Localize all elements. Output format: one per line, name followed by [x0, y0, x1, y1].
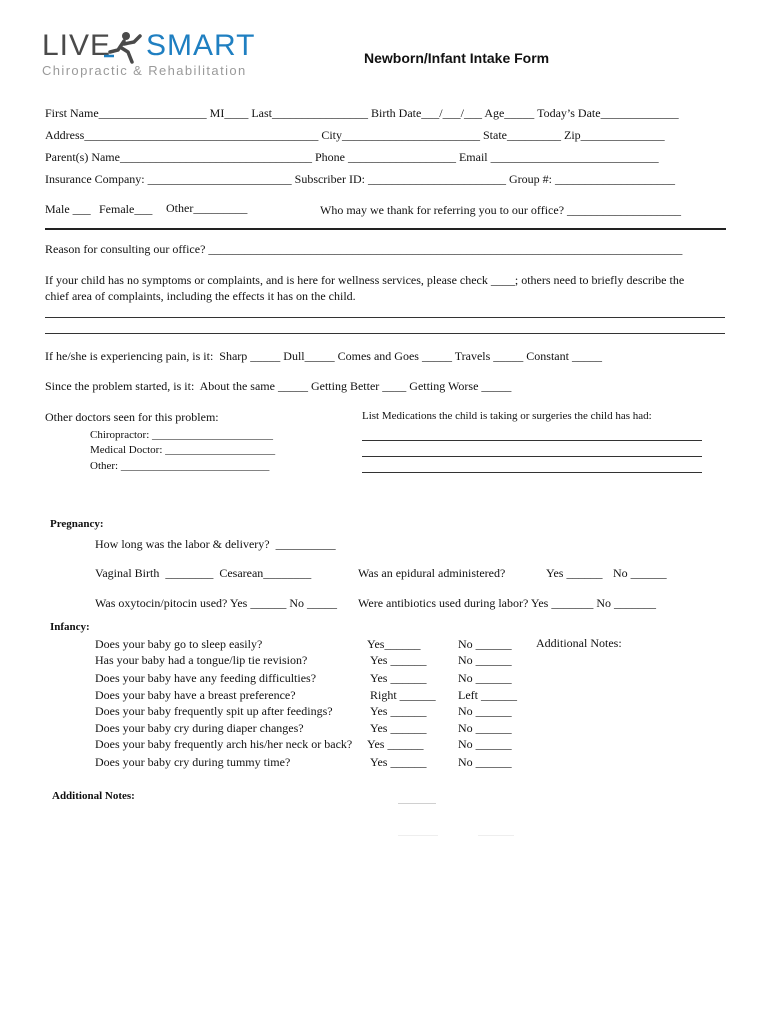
infancy-question: Does your baby cry during tummy time?	[95, 755, 291, 769]
complaint-blank-line[interactable]	[45, 317, 725, 318]
logo-smart-text: SMART	[146, 29, 256, 62]
infancy-question: Does your baby frequently spit up after feedings?	[95, 704, 333, 718]
sex-male-field[interactable]: Male ___	[45, 202, 91, 216]
epidural-yes-field[interactable]: Yes ______	[546, 566, 603, 580]
medications-blank-line[interactable]	[362, 456, 702, 457]
section-divider	[45, 228, 726, 230]
chiropractor-field[interactable]: Chiropractor: ______________________	[90, 429, 274, 441]
patient-line-parent[interactable]: Parent(s) Name________________________________ Phone __________________ Email ____________________________	[45, 150, 659, 164]
medications-blank-line[interactable]	[362, 440, 702, 441]
medications-heading: List Medications the child is taking or surgeries the child has had:	[362, 410, 652, 422]
infancy-answer-a[interactable]: Yes ______	[370, 653, 427, 667]
infancy-question: Does your baby frequently arch his/her neck or back?	[95, 737, 353, 751]
faint-artifact-line	[478, 835, 514, 836]
infancy-answer-b[interactable]: No ______	[458, 653, 512, 667]
labor-duration-field[interactable]: How long was the labor & delivery? __________	[95, 537, 336, 551]
infancy-additional-notes-label: Additional Notes:	[536, 636, 622, 650]
infancy-question: Does your baby have any feeding difficulties?	[95, 671, 317, 685]
sex-female-field[interactable]: Female___	[99, 202, 153, 216]
infancy-answer-b[interactable]: No ______	[458, 721, 512, 735]
reason-field[interactable]: Reason for consulting our office? _______________________________________________________________________________	[45, 242, 683, 256]
additional-notes-heading: Additional Notes:	[52, 790, 135, 802]
wellness-text-line1[interactable]: If your child has no symptoms or complaints, and is here for wellness services, please check ____; others need to briefly describe the	[45, 273, 685, 287]
epidural-no-field[interactable]: No ______	[613, 566, 667, 580]
patient-line-address[interactable]: Address_______________________________________ City_______________________ State_________ Zip______________	[45, 128, 665, 142]
form-title: Newborn/Infant Intake Form	[364, 50, 550, 66]
sex-other-field[interactable]: Other_________	[166, 201, 248, 215]
birth-type-field[interactable]: Vaginal Birth ________ Cesarean________	[95, 566, 312, 580]
faint-artifact-line	[398, 835, 438, 836]
infancy-heading: Infancy:	[50, 621, 90, 633]
epidural-question: Was an epidural administered?	[358, 566, 506, 580]
faint-artifact-line	[398, 803, 436, 804]
pregnancy-heading: Pregnancy:	[50, 518, 104, 530]
infancy-question: Does your baby go to sleep easily?	[95, 637, 263, 651]
infancy-answer-a[interactable]: Yes ______	[370, 755, 427, 769]
other-doctors-heading: Other doctors seen for this problem:	[45, 410, 219, 424]
infancy-answer-b[interactable]: No ______	[458, 755, 512, 769]
pain-progress-field[interactable]: Since the problem started, is it: About the same _____ Getting Better ____ Getting Worse _____	[45, 379, 512, 393]
infancy-question: Does your baby cry during diaper changes?	[95, 721, 304, 735]
infancy-answer-b[interactable]: Left ______	[458, 688, 517, 702]
pain-type-field[interactable]: If he/she is experiencing pain, is it: Sharp _____ Dull_____ Comes and Goes _____ Travels _____ Constant _____	[45, 349, 602, 363]
infancy-answer-a[interactable]: Yes______	[367, 637, 421, 651]
infancy-answer-a[interactable]: Yes ______	[367, 737, 424, 751]
wellness-text-line2: chief area of complaints, including the effects it has on the child.	[45, 289, 356, 303]
infancy-answer-a[interactable]: Yes ______	[370, 721, 427, 735]
other-doctor-field[interactable]: Other: ___________________________	[90, 460, 270, 472]
complaint-blank-line[interactable]	[45, 333, 725, 334]
patient-line-name[interactable]: First Name__________________ MI____ Last________________ Birth Date___/___/___ Age_____ Today’s Date_____________	[45, 106, 679, 120]
referral-field[interactable]: Who may we thank for referring you to our office? ___________________	[320, 203, 682, 217]
logo-live-text: LIVE	[42, 29, 112, 62]
infancy-question: Does your baby have a breast preference?	[95, 688, 296, 702]
infancy-answer-a[interactable]: Yes ______	[370, 671, 427, 685]
infancy-answer-b[interactable]: No ______	[458, 637, 512, 651]
medical-doctor-field[interactable]: Medical Doctor: ____________________	[90, 444, 276, 456]
medications-blank-line[interactable]	[362, 472, 702, 473]
logo-subtitle: Chiropractic & Rehabilitation	[42, 63, 247, 78]
runner-logo-icon	[102, 30, 146, 66]
antibiotics-field[interactable]: Were antibiotics used during labor? Yes _______ No _______	[358, 596, 656, 610]
infancy-answer-b[interactable]: No ______	[458, 737, 512, 751]
infancy-answer-b[interactable]: No ______	[458, 704, 512, 718]
infancy-question: Has your baby had a tongue/lip tie revision?	[95, 653, 308, 667]
infancy-answer-a[interactable]: Yes ______	[370, 704, 427, 718]
infancy-answer-b[interactable]: No ______	[458, 671, 512, 685]
infancy-answer-a[interactable]: Right ______	[370, 688, 436, 702]
patient-line-insurance[interactable]: Insurance Company: ________________________ Subscriber ID: _______________________ Group #: ____________________	[45, 172, 675, 186]
oxytocin-field[interactable]: Was oxytocin/pitocin used? Yes ______ No _____	[95, 596, 338, 610]
